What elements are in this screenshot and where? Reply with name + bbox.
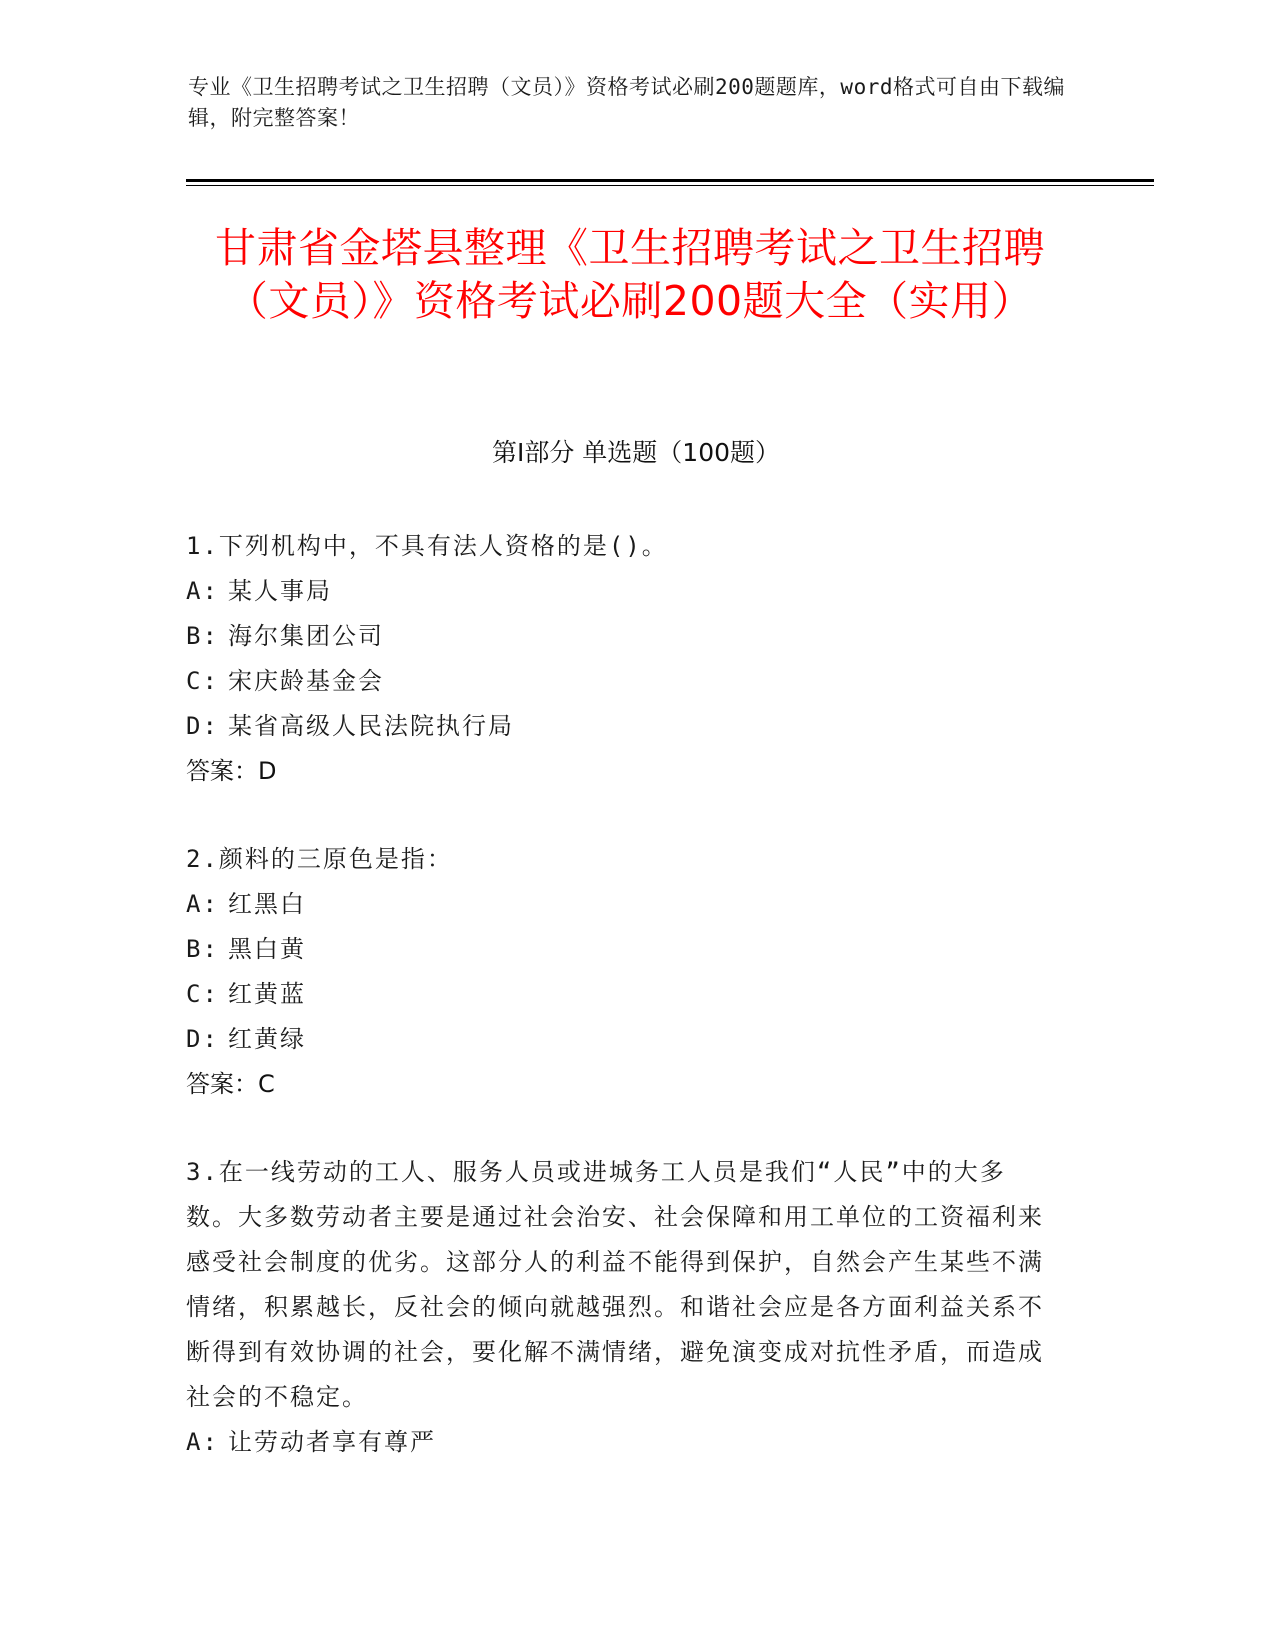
option-c bbox=[186, 972, 1056, 1017]
option-text: 红黄绿 bbox=[228, 1025, 306, 1053]
option-letter: A: bbox=[186, 890, 219, 918]
option-d bbox=[186, 1017, 1056, 1062]
option-a bbox=[186, 569, 1056, 614]
option-letter: B: bbox=[186, 622, 219, 650]
header-note: 专业《卫生招聘考试之卫生招聘（文员）》资格考试必刷200题题库，word格式可自由下载编辑，附完整答案！ bbox=[188, 75, 1065, 130]
option-text: 红黑白 bbox=[228, 890, 306, 918]
option-text: 红黄蓝 bbox=[228, 980, 306, 1008]
option-a bbox=[186, 1420, 1056, 1465]
answer-line: 答案：D bbox=[186, 757, 277, 785]
question-list bbox=[186, 524, 1056, 1508]
option-text: 黑白黄 bbox=[228, 935, 306, 963]
question-1 bbox=[186, 524, 1056, 794]
option-b bbox=[186, 927, 1056, 972]
option-text: 某省高级人民法院执行局 bbox=[228, 712, 514, 740]
header-rule-thick bbox=[186, 179, 1154, 182]
option-letter: D: bbox=[186, 1025, 219, 1053]
question-3 bbox=[186, 1150, 1056, 1465]
option-letter: C: bbox=[186, 980, 219, 1008]
question-2 bbox=[186, 837, 1056, 1107]
question-stem: 3.在一线劳动的工人、服务人员或进城务工人员是我们“人民”中的大多数。大多数劳动者主要是通过社会治安、社会保障和用工单位的工资福利来感受社会制度的优劣。这部分人的利益不能得到保护，自然会产生某些不满情绪，积累越长，反社会的倾向就越强烈。和谐社会应是各方面利益关系不断得到有效协调的社会，要化解不满情绪，避免演变成对抗性矛盾，而造成社会的不稳定。 bbox=[186, 1158, 1044, 1411]
question-stem: 2.颜料的三原色是指： bbox=[186, 845, 453, 873]
option-c bbox=[186, 659, 1056, 704]
header-rule-thin bbox=[186, 185, 1154, 186]
option-letter: A: bbox=[186, 1428, 219, 1456]
option-letter: C: bbox=[186, 667, 219, 695]
answer-line: 答案：C bbox=[186, 1070, 275, 1098]
option-text: 让劳动者享有尊严 bbox=[228, 1428, 436, 1456]
option-a bbox=[186, 882, 1056, 927]
option-b bbox=[186, 614, 1056, 659]
option-text: 某人事局 bbox=[228, 577, 332, 605]
option-text: 海尔集团公司 bbox=[228, 622, 384, 650]
option-letter: A: bbox=[186, 577, 219, 605]
section-heading: 第I部分 单选题（100题） bbox=[491, 438, 781, 467]
option-letter: D: bbox=[186, 712, 219, 740]
option-text: 宋庆龄基金会 bbox=[228, 667, 384, 695]
document-title: 甘肃省金塔县整理《卫生招聘考试之卫生招聘（文员）》资格考试必刷200题大全（实用） bbox=[215, 224, 1045, 325]
option-letter: B: bbox=[186, 935, 219, 963]
question-stem: 1.下列机构中，不具有法人资格的是()。 bbox=[186, 532, 668, 560]
option-d bbox=[186, 704, 1056, 749]
